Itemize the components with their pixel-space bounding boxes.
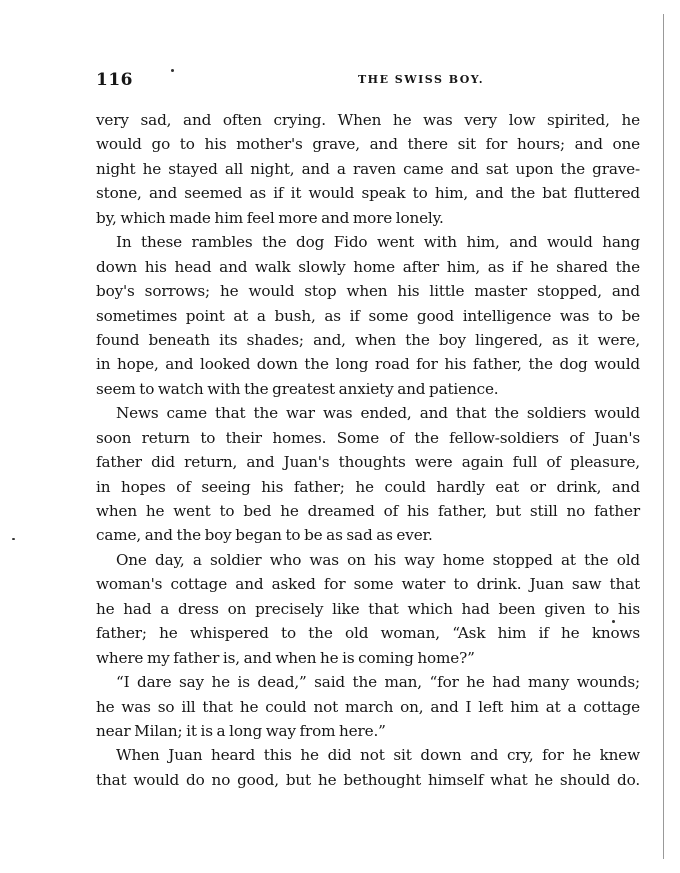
text-line: came, and the boy began to be as sad as ever. bbox=[96, 526, 433, 545]
text-line: sometimes point at a bush, as if some good intelligence was to be bbox=[96, 306, 640, 325]
text-line: near Milan; it is a long way from here.” bbox=[96, 721, 386, 740]
paragraph bbox=[96, 548, 640, 670]
ink-speck bbox=[12, 538, 15, 540]
text-line: boy's sorrows; he would stop when his little master stopped, and bbox=[96, 282, 640, 301]
text-line: soon return to their homes. Some of the fellow-soldiers of Juan's bbox=[96, 428, 640, 447]
paragraph bbox=[96, 108, 640, 230]
body-text bbox=[96, 108, 640, 792]
text-line: father; he whispered to the old woman, “Ask him if he knows bbox=[96, 624, 640, 643]
paragraph bbox=[96, 230, 640, 401]
text-line: In these rambles the dog Fido went with him, and would hang bbox=[116, 233, 640, 252]
text-line: he had a dress on precisely like that which had been given to his bbox=[96, 599, 640, 618]
text-line: very sad, and often crying. When he was very low spirited, he bbox=[96, 111, 640, 129]
text-line: would go to his mother's grave, and there sit for hours; and one bbox=[96, 135, 640, 154]
text-line: News came that the war was ended, and that the soldiers would bbox=[116, 404, 640, 423]
ink-speck bbox=[612, 620, 615, 623]
running-title: THE SWISS BOY. bbox=[358, 73, 485, 86]
text-line: in hope, and looked down the long road for his father, the dog would bbox=[96, 355, 640, 374]
page-number: 116 bbox=[96, 70, 133, 90]
text-line: where my father is, and when he is coming home?” bbox=[96, 648, 475, 667]
paragraph bbox=[96, 670, 640, 743]
text-line: that would do no good, but he bethought himself what he should do. bbox=[96, 770, 640, 789]
text-line: “I dare say he is dead,” said the man, “for he had many wounds; bbox=[116, 673, 640, 692]
paragraph bbox=[96, 401, 640, 548]
text-line: by, which made him feel more and more lonely. bbox=[96, 208, 444, 227]
page-edge-line bbox=[663, 14, 664, 859]
text-line: he was so ill that he could not march on, and I left him at a cottage bbox=[96, 697, 640, 716]
text-line: seem to watch with the greatest anxiety and patience. bbox=[96, 379, 499, 398]
text-line: stone, and seemed as if it would speak to him, and the bat fluttered bbox=[96, 184, 640, 203]
text-line: When Juan heard this he did not sit down and cry, for he knew bbox=[116, 746, 640, 765]
text-line: when he went to bed he dreamed of his father, but still no father bbox=[96, 502, 640, 520]
text-line: night he stayed all night, and a raven came and sat upon the grave- bbox=[96, 159, 640, 178]
ink-speck bbox=[171, 69, 174, 72]
text-line: found beneath its shades; and, when the boy lingered, as it were, bbox=[96, 330, 640, 349]
page-header bbox=[96, 70, 636, 96]
text-line: father did return, and Juan's thoughts were again full of pleasure, bbox=[96, 453, 640, 472]
text-line: One day, a soldier who was on his way home stopped at the old bbox=[116, 550, 640, 569]
text-line: in hopes of seeing his father; he could hardly eat or drink, and bbox=[96, 477, 640, 496]
text-line: woman's cottage and asked for some water to drink. Juan saw that bbox=[96, 575, 640, 594]
text-line: down his head and walk slowly home after him, as if he shared the bbox=[96, 257, 640, 276]
paragraph bbox=[96, 743, 640, 792]
